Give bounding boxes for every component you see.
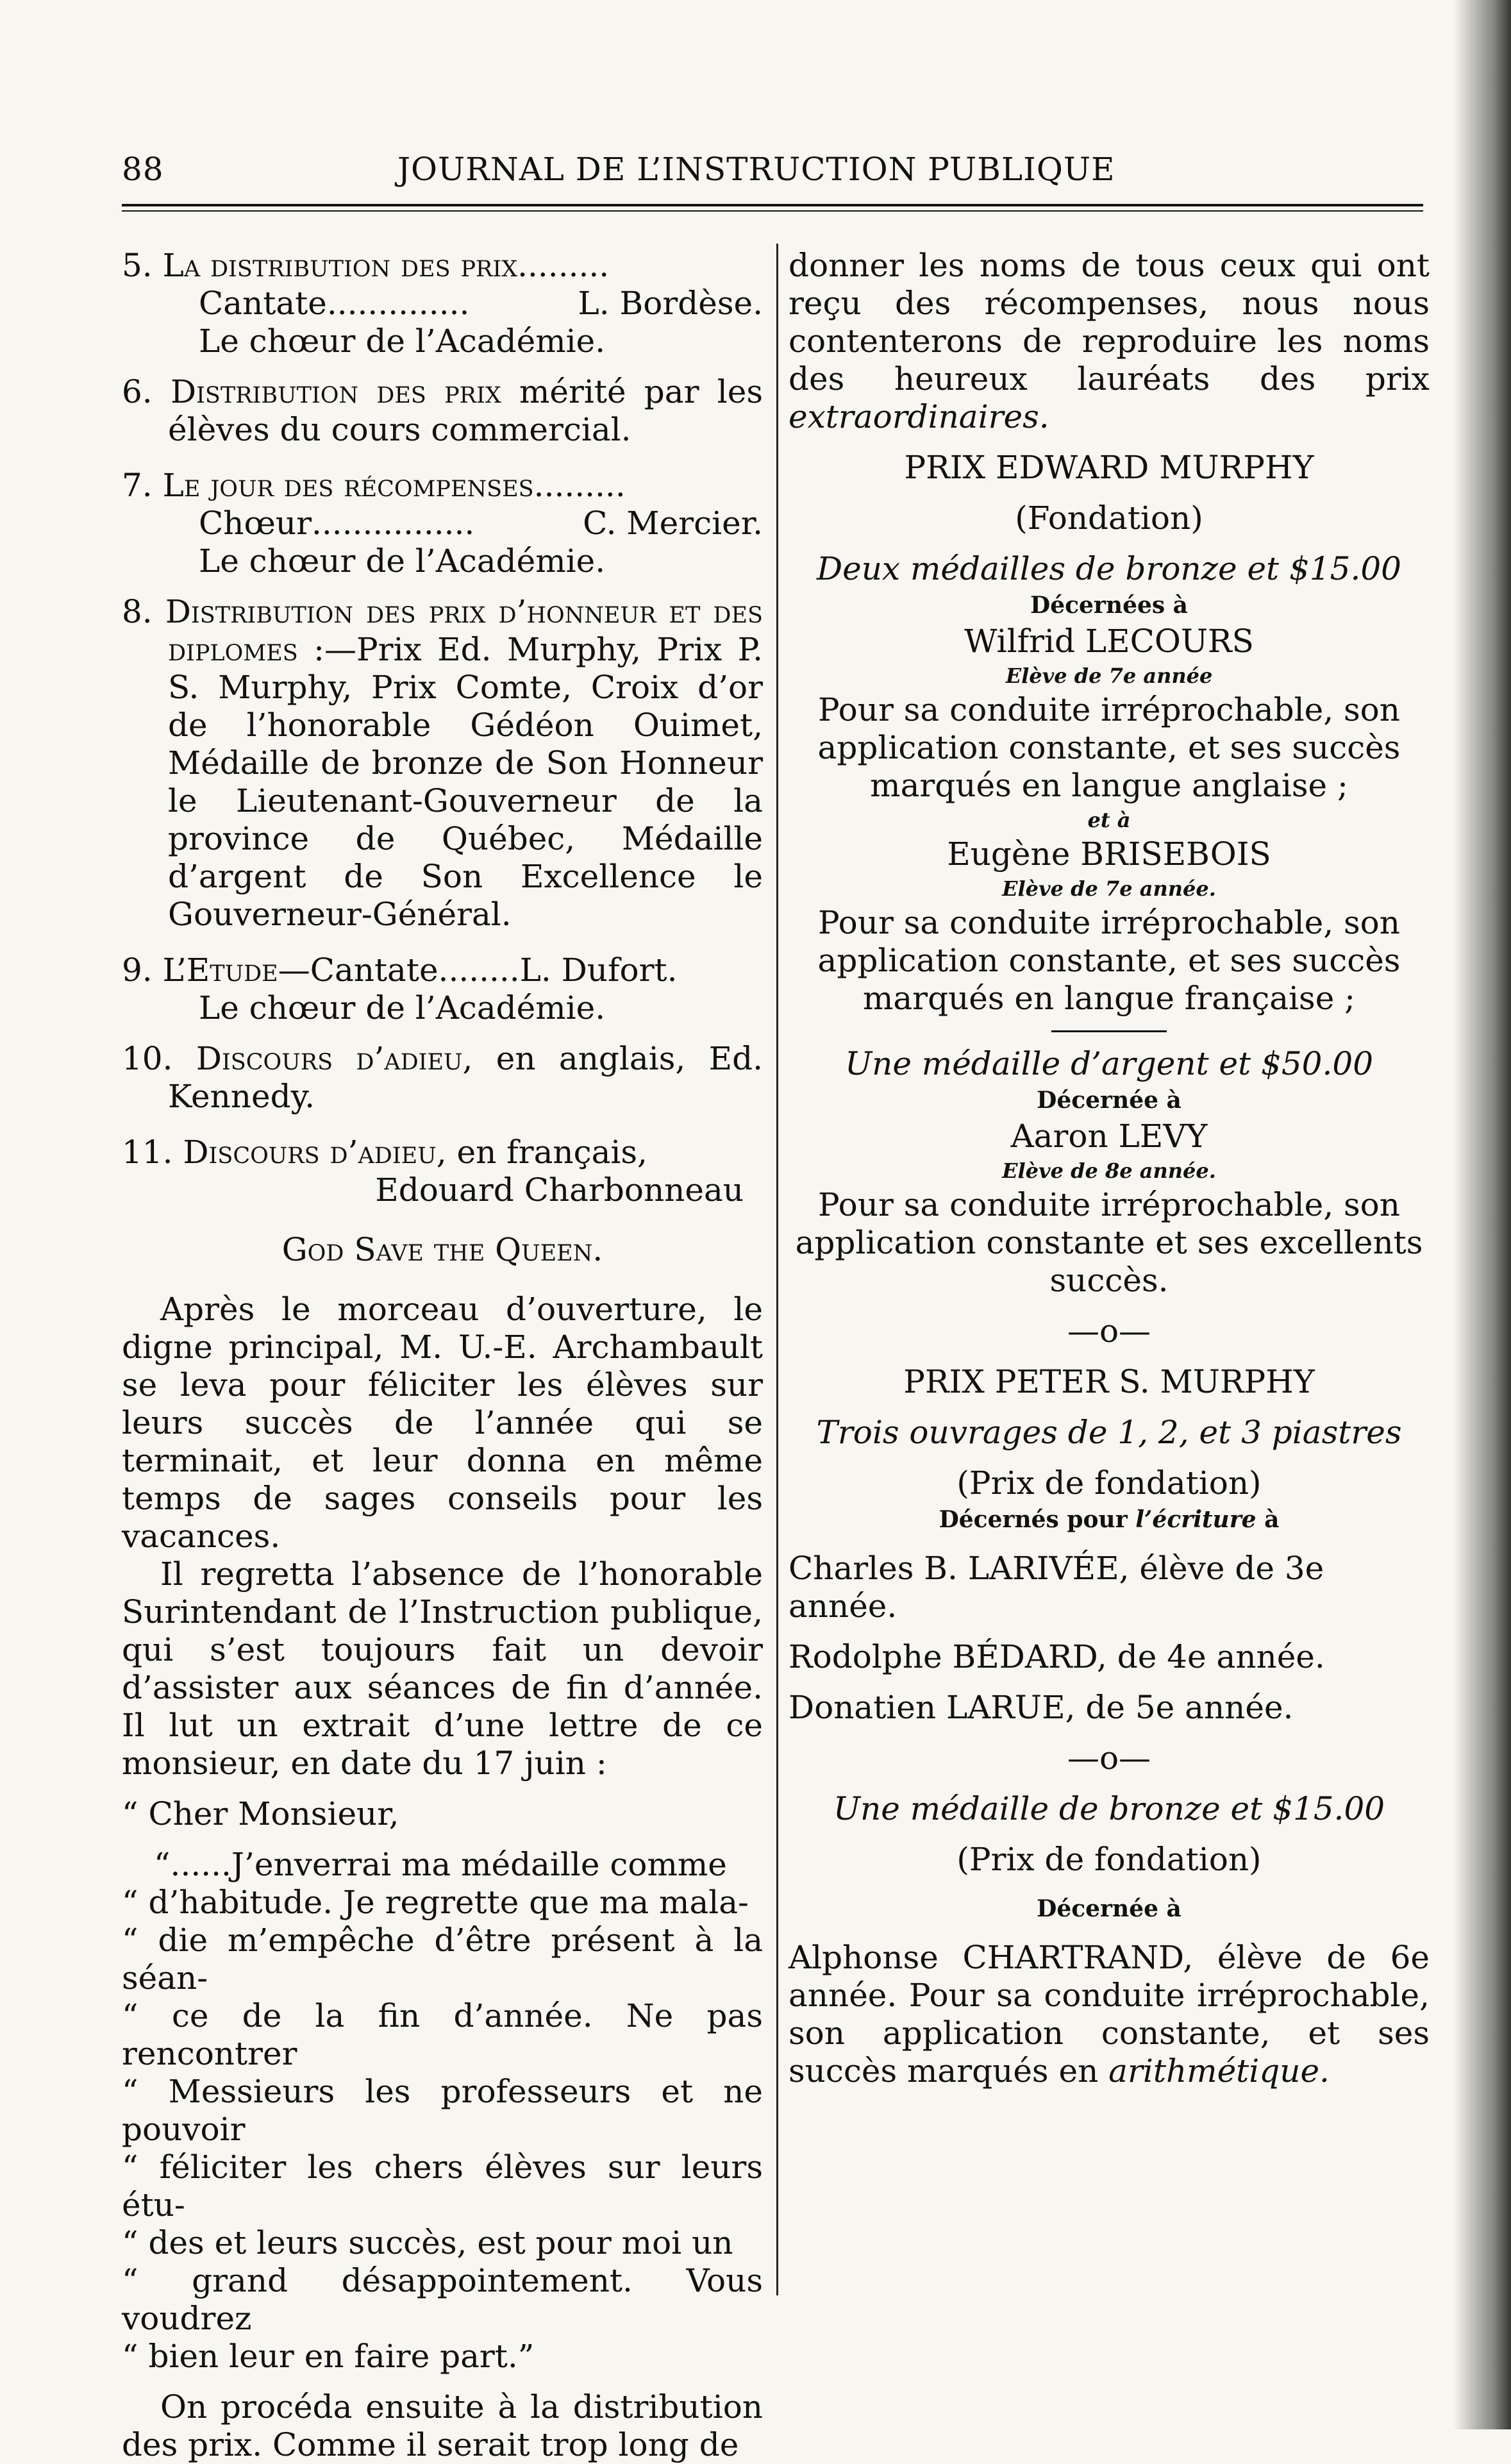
program-item-8: [122, 593, 763, 934]
quote-line: “ ce de la fin d’année. Ne pas rencontrer: [122, 1997, 763, 2072]
quote-line: “ d’habitude. Je regrette que ma mala-: [122, 1884, 749, 1921]
prize-award: Deux médailles de bronze et $15.00: [817, 550, 1401, 587]
prize-title: PRIX PETER S. MURPHY: [903, 1363, 1315, 1400]
paragraph-opening: Après le morceau d’ouverture, le digne principal, M. U.-E. Archambault se leva pour féliciter les élèves sur leurs succès de l’année qui se terminait, et leur donna en même temps de sages conseils pour les vacances.: [122, 1291, 763, 1555]
awarded-for: [789, 1502, 1430, 1537]
winner-grade: Elève de 7e année.: [1002, 876, 1216, 901]
winner-text: Alphonse CHARTRAND, élève de 6e année. Pour sa conduite irréprochable, son application constante, et ses succès marqués en: [789, 1939, 1430, 2090]
winner-name: Wilfrid LECOURS: [964, 623, 1254, 660]
header-rule-thin: [122, 210, 1423, 212]
header-rule-thick: [122, 204, 1423, 206]
awarded-for-suffix: à: [1256, 1506, 1280, 1533]
quote-line: “ des et leurs succès, est pour moi un: [122, 2224, 733, 2261]
composer: L. Dufort.: [519, 951, 678, 989]
program-item-9: [122, 951, 763, 1027]
performer: Le chœur de l’Académie.: [199, 542, 606, 580]
prize-title: PRIX EDWARD MURPHY: [904, 449, 1314, 486]
section-separator: —o—: [1067, 1312, 1151, 1350]
item-title: Distribution des prix d’honneur et des diplomes: [165, 593, 763, 668]
prize-subtitle: (Prix de fondation): [956, 1841, 1262, 1878]
item-title: L’Etude: [162, 951, 278, 989]
item-text: mérité par les élèves du cours commercial.: [168, 373, 763, 448]
awarded-for-subject: l’écriture: [1135, 1506, 1256, 1533]
program-item-5: [122, 247, 763, 360]
item-text: , en français,: [436, 1134, 647, 1171]
prize-award: Une médaille d’argent et $50.00: [844, 1045, 1374, 1082]
right-column: [789, 247, 1430, 2090]
intro-italic: extraordinaires.: [789, 398, 1049, 435]
composer: C. Mercier.: [583, 505, 763, 542]
leader-dots: .........: [533, 467, 626, 504]
item-text: :—Prix Ed. Murphy, Prix P. S. Murphy, Prix Comte, Croix d’or de l’honorable Gédéon Ouimet, Médaille de bronze de Son Honneur le Lieutenant-Gouverneur de la province de Québec, Médaille d’argent de Son Excellence le Gouverneur-Général.: [168, 631, 763, 933]
composer: L. Bordèse.: [578, 285, 763, 322]
column-divider: [776, 244, 778, 2295]
item-number: 10.: [122, 1040, 173, 1077]
quote-line: “......J’enverrai ma médaille comme: [154, 1846, 727, 1883]
winner-name: Aaron LEVY: [1010, 1118, 1208, 1155]
leader-dots: .........: [517, 247, 610, 284]
quote-line: “ bien leur en faire part.”: [122, 2338, 535, 2375]
awarded-to: Décernée à: [1037, 1895, 1181, 1922]
intro-text: donner les noms de tous ceux qui ont reçu des récompenses, nous nous contenterons de reproduire les noms des heureux lauréats des prix: [789, 247, 1430, 398]
item-title: Discours d’adieu: [196, 1040, 463, 1077]
awarded-to: Décernée à: [1037, 1087, 1181, 1114]
winner-name: Eugène BRISEBOIS: [947, 835, 1271, 873]
item-number: 8.: [122, 593, 153, 630]
left-column: [122, 247, 763, 2464]
running-header: [122, 151, 1417, 202]
performer: Le chœur de l’Académie.: [199, 323, 606, 360]
section-separator: —o—: [1067, 1739, 1151, 1777]
item-text: , en anglais, Ed. Kennedy.: [168, 1040, 763, 1115]
journal-title: JOURNAL DE L’INSTRUCTION PUBLIQUE: [397, 151, 1115, 188]
page-edge-shadow: [1453, 0, 1511, 2429]
item-title: Discours d’adieu: [183, 1134, 437, 1171]
item-number: 6.: [122, 373, 153, 410]
program-item-7: [122, 467, 763, 580]
quote-line: “ Messieurs les professeurs et ne pouvoir: [122, 2073, 763, 2148]
anthem-title: God Save the Queen.: [281, 1231, 603, 1268]
prize-subtitle: (Fondation): [1015, 499, 1203, 537]
piece-label: Chœur: [199, 505, 312, 542]
section-rule: [1051, 1030, 1167, 1032]
performer: Le chœur de l’Académie.: [199, 989, 606, 1027]
leader-dots: ................: [312, 505, 475, 542]
letter-salutation: “ Cher Monsieur,: [122, 1795, 399, 1832]
winner-line: Rodolphe BÉDARD, de 4e année.: [789, 1638, 1325, 1675]
leader-dots: ........: [438, 951, 520, 989]
paragraph-absence: Il regretta l’absence de l’honorable Surintendant de l’Instruction publique, qui s’est toujours fait un devoir d’assister aux séances de fin d’année. Il lut un extrait d’une lettre de ce monsieur, en date du 17 juin :: [122, 1555, 763, 1782]
paragraph-distribution: On procéda ensuite à la distribution des prix. Comme il serait trop long de: [122, 2388, 763, 2463]
intro-paragraph: [789, 247, 1430, 436]
page-number: 88: [122, 151, 164, 188]
program-item-11: [122, 1134, 763, 1209]
item-number: 5.: [122, 247, 153, 284]
item-text: —Cantate: [278, 951, 438, 989]
item-title: Le jour des récompenses: [162, 467, 534, 504]
winner-grade: Elève de 7e année: [1005, 664, 1213, 688]
quote-line: “ féliciter les chers élèves sur leurs étu-: [122, 2149, 763, 2224]
letter-quote: [122, 1846, 763, 2376]
winner-subject: arithmétique.: [1108, 2052, 1330, 2090]
piece-label: Cantate: [199, 285, 327, 322]
prize-award: Trois ouvrages de 1, 2, et 3 piastres: [816, 1414, 1402, 1451]
winner-reason: Pour sa conduite irréprochable, son application constante, et ses succès marqués en langue anglaise ;: [817, 691, 1401, 804]
leader-dots: ..............: [326, 285, 470, 322]
item-title: Distribution des prix: [170, 373, 501, 410]
winner-paragraph: [789, 1939, 1430, 2090]
winner-line: Donatien LARUE, de 5e année.: [789, 1689, 1294, 1726]
prize-award: Une médaille de bronze et $15.00: [833, 1790, 1385, 1827]
awarded-for-text: Décernés pour: [939, 1506, 1136, 1533]
item-number: 11.: [122, 1134, 173, 1171]
item-number: 9.: [122, 951, 153, 989]
winner-reason: Pour sa conduite irréprochable, son application constante et ses excellents succès.: [795, 1186, 1423, 1299]
winner-grade: Elève de 8e année.: [1002, 1159, 1216, 1183]
prize-subtitle: (Prix de fondation): [956, 1464, 1262, 1502]
quote-line: “ die m’empêche d’être présent à la séan-: [122, 1922, 763, 1997]
item-title: La distribution des prix: [162, 247, 518, 284]
program-item-10: [122, 1040, 763, 1116]
winner-reason: Pour sa conduite irréprochable, son application constante, et ses succès marqués en langue française ;: [817, 904, 1401, 1017]
speaker: Edouard Charbonneau: [375, 1171, 744, 1209]
awarded-to: Décernées à: [1030, 592, 1189, 619]
program-item-6: [122, 373, 763, 449]
winner-line: Charles B. LARIVÉE, élève de 3e année.: [789, 1550, 1324, 1625]
quote-line: “ grand désappointement. Vous voudrez: [122, 2262, 763, 2337]
and-label: et à: [1087, 808, 1131, 832]
item-number: 7.: [122, 467, 153, 504]
